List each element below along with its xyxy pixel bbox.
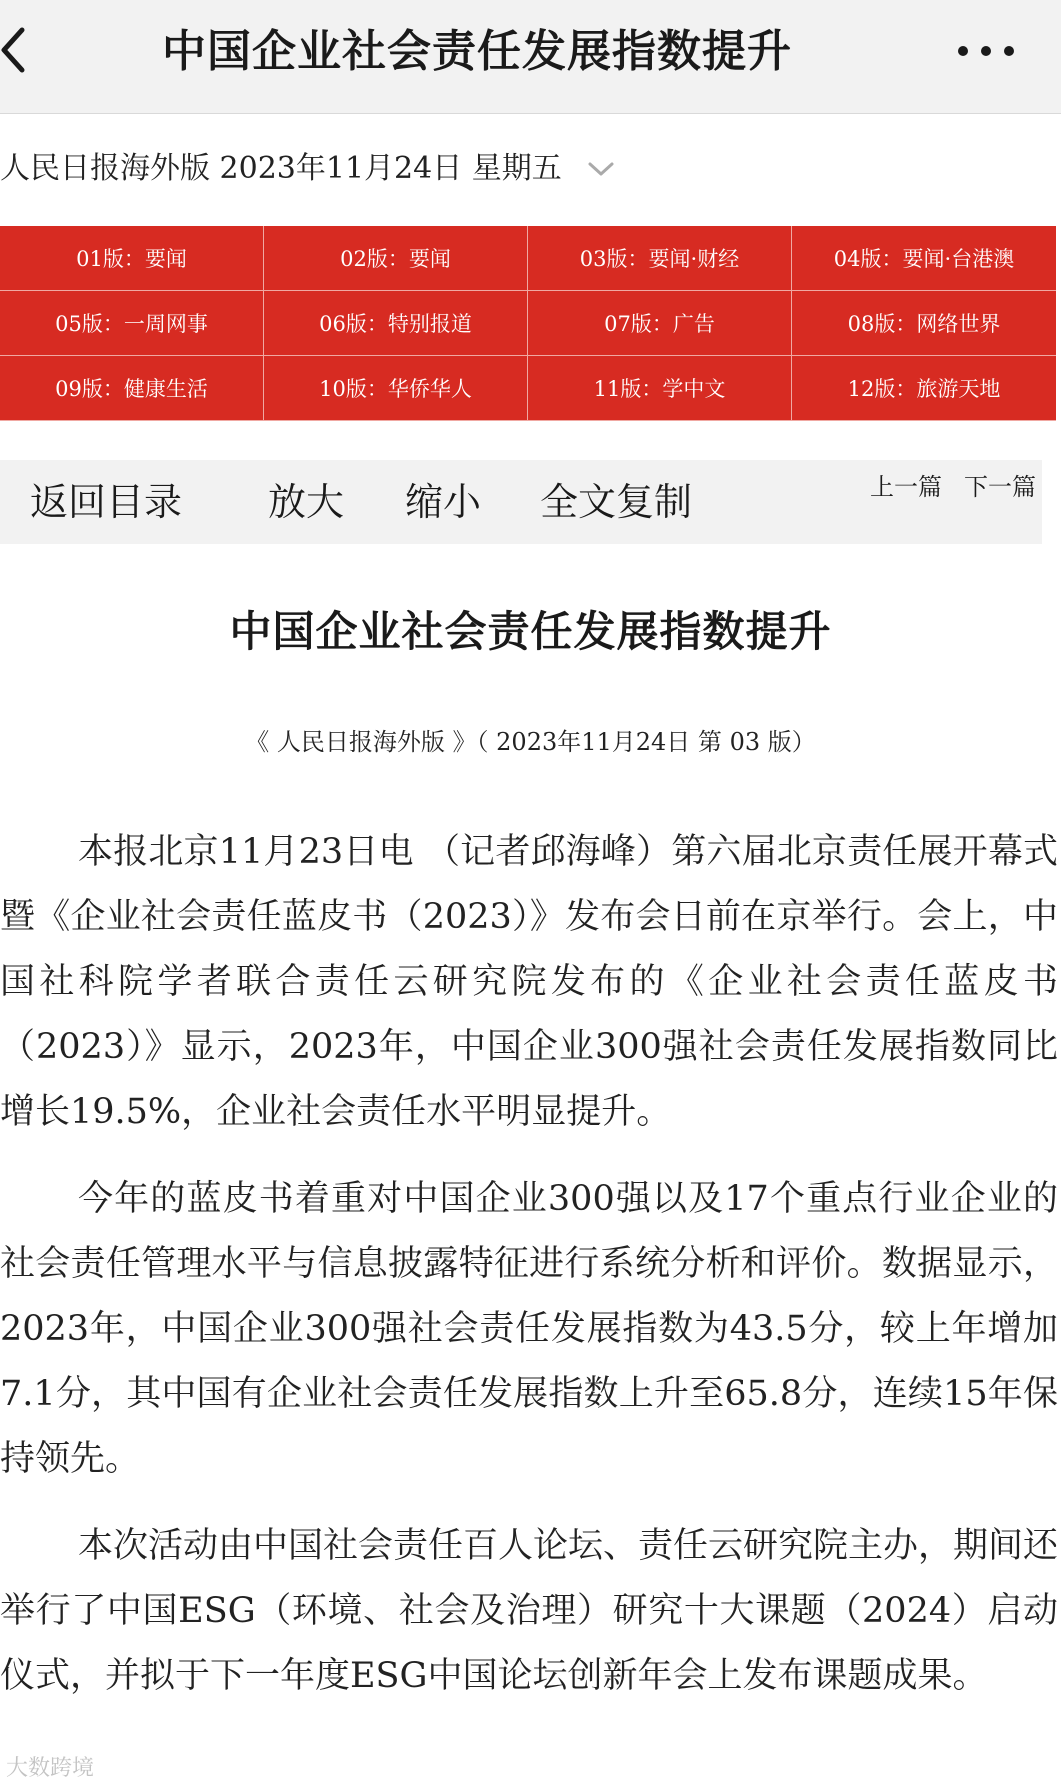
edition-10-link[interactable]: 10版：华侨华人 (264, 356, 528, 421)
issue-date-text: 人民日报海外版 2023年11月24日 星期五 (0, 151, 562, 186)
back-arrow-icon[interactable] (0, 22, 36, 78)
edition-09-link[interactable]: 09版：健康生活 (0, 356, 264, 421)
edition-07-link[interactable]: 07版：广告 (528, 291, 792, 356)
edition-12-link[interactable]: 12版：旅游天地 (792, 356, 1056, 421)
edition-06-link[interactable]: 06版：特别报道 (264, 291, 528, 356)
next-article-link[interactable]: 下一篇 (964, 473, 1036, 501)
back-to-contents-button[interactable]: 返回目录 (30, 480, 183, 524)
edition-04-link[interactable]: 04版：要闻·台港澳 (792, 226, 1056, 291)
edition-grid (0, 226, 1056, 421)
article-title: 中国企业社会责任发展指数提升 (229, 607, 832, 656)
top-navbar (0, 0, 1061, 114)
issue-dateline[interactable] (0, 144, 616, 194)
article-paragraph: 今年的蓝皮书着重对中国企业300强以及17个重点行业企业的社会责任管理水平与信息披露特征进行系统分析和评价。数据显示，2023年，中国企业300强社会责任发展指数为43.5分，较上年增加7.1分，其中国有企业社会责任发展指数上升至65.8分，连续15年保持领先。 (0, 1179, 1058, 1479)
watermark-label: 大数跨境 (6, 1756, 95, 1781)
edition-05-link[interactable]: 05版：一周网事 (0, 291, 264, 356)
more-options-icon[interactable] (951, 36, 1021, 66)
edition-01-link[interactable]: 01版：要闻 (0, 226, 264, 291)
edition-11-link[interactable]: 11版：学中文 (528, 356, 792, 421)
article-body (0, 820, 1058, 1731)
article-toolbar (0, 460, 1042, 544)
article-source: 《 人民日报海外版 》（ 2023年11月24日 第 03 版） (245, 728, 816, 756)
page-title: 中国企业社会责任发展指数提升 (162, 26, 792, 77)
article-paragraph: 本报北京11月23日电 （记者邱海峰）第六届北京责任展开幕式暨《企业社会责任蓝皮书（2023）》发布会日前在京举行。会上，中国社科院学者联合责任云研究院发布的《企业社会责任蓝皮书（2023）》显示，2023年，中国企业300强社会责任发展指数同比增长19.5%，企业社会责任水平明显提升。 (0, 832, 1058, 1132)
zoom-out-button[interactable]: 缩小 (405, 480, 482, 524)
copy-full-text-button[interactable]: 全文复制 (540, 480, 693, 524)
edition-03-link[interactable]: 03版：要闻·财经 (528, 226, 792, 291)
zoom-in-button[interactable]: 放大 (268, 480, 345, 524)
edition-02-link[interactable]: 02版：要闻 (264, 226, 528, 291)
chevron-down-icon[interactable] (586, 159, 616, 179)
edition-08-link[interactable]: 08版：网络世界 (792, 291, 1056, 356)
article-paragraph: 本次活动由中国社会责任百人论坛、责任云研究院主办，期间还举行了中国ESG（环境、社会及治理）研究十大课题（2024）启动仪式，并拟于下一年度ESG中国论坛创新年会上发布课题成果。 (0, 1526, 1059, 1696)
previous-article-link[interactable]: 上一篇 (870, 473, 942, 501)
